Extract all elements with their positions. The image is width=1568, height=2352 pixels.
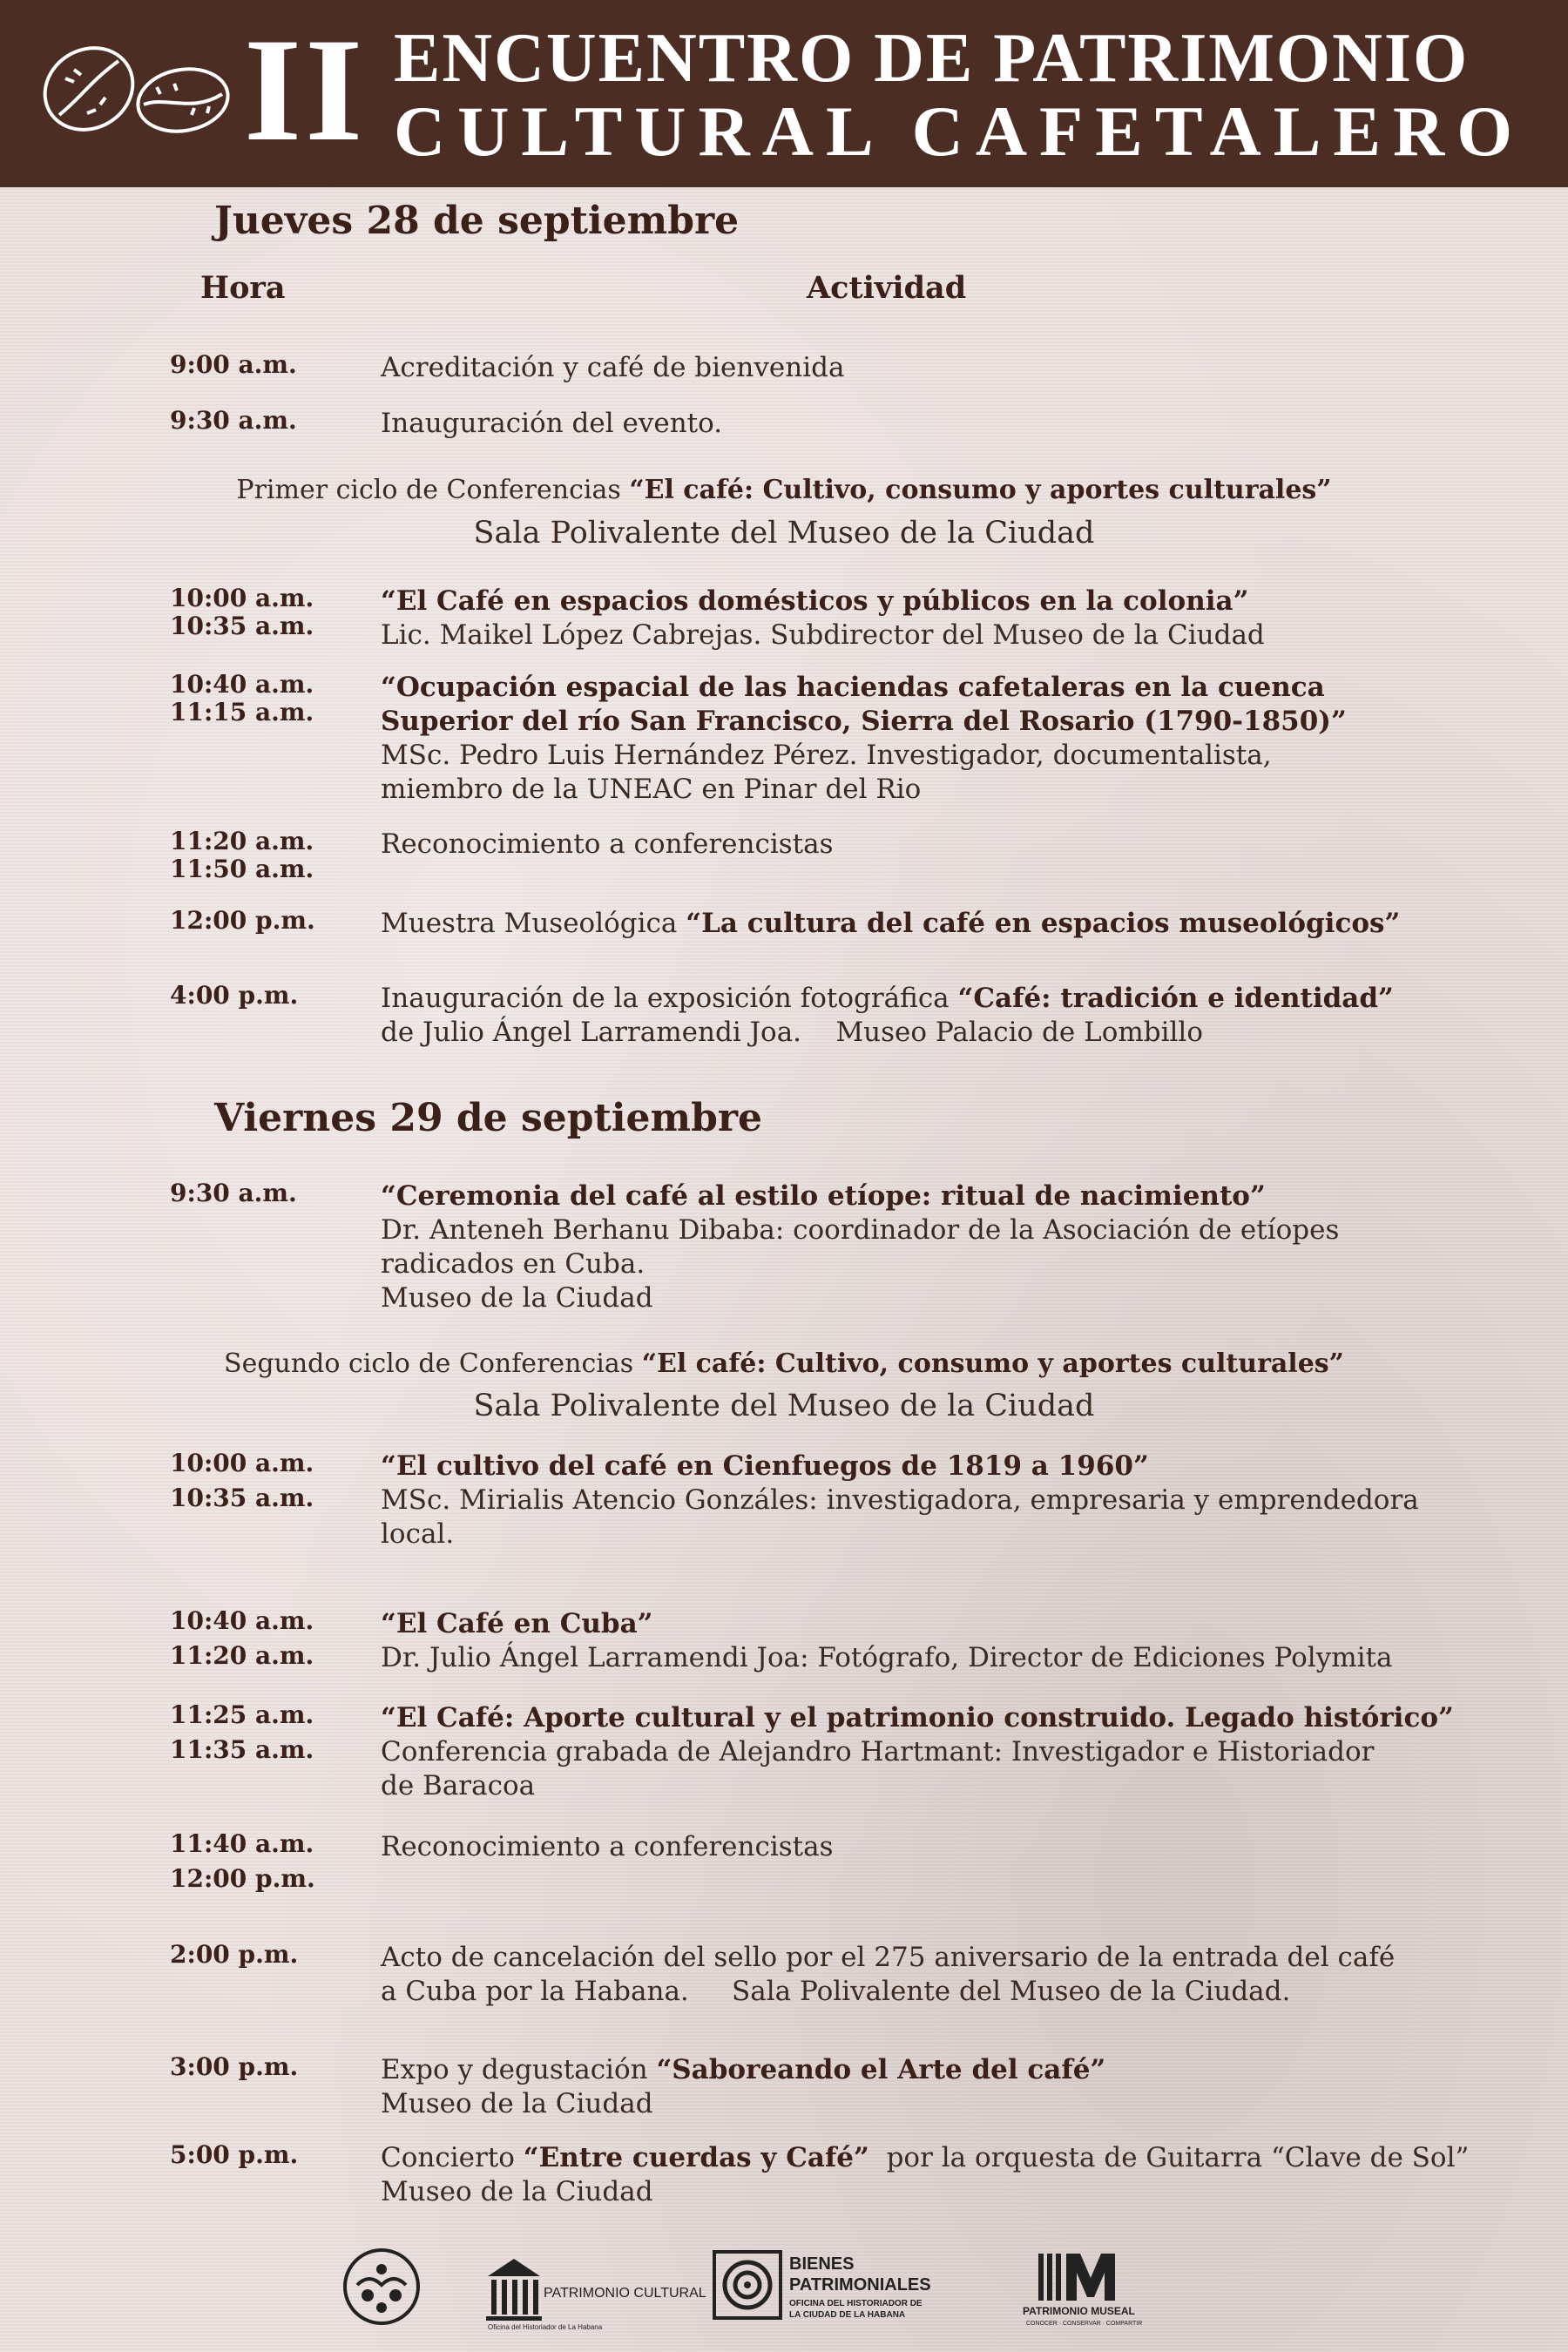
start-time: 10:00 a.m.	[170, 584, 314, 612]
activity-title: “El Café: Aporte cultural y el patrimonio construido. Legado histórico”	[381, 1702, 1454, 1734]
activity-line	[381, 1641, 1487, 1675]
end-time: 11:20 a.m.	[170, 1641, 314, 1670]
start-time: 9:00 a.m.	[170, 350, 297, 379]
coffee-beans-icon	[35, 35, 231, 144]
header-banner	[0, 0, 1568, 187]
activity-text: Lic. Maikel López Cabrejas. Subdirector del Museo de la Ciudad	[381, 619, 1265, 651]
column-header-activity: Actividad	[807, 270, 967, 306]
title-line-2: CULTURAL CAFETALERO	[394, 91, 1525, 171]
activity-text: Museo de la Ciudad	[381, 1282, 653, 1314]
day1-title: Jueves 28 de septiembre	[214, 199, 740, 243]
entry-activity	[381, 907, 1487, 941]
bienes-subtext-1: OFICINA DEL HISTORIADOR DE	[789, 2299, 923, 2308]
activity-line	[381, 2141, 1487, 2175]
entry-activity	[381, 1701, 1487, 1803]
entry-time	[170, 1607, 370, 1677]
entry-time	[170, 1941, 370, 1976]
activity-text: a Cuba por la Habana. Sala Polivalente del Museo de la Ciudad.	[381, 1976, 1291, 2007]
activity-line	[381, 1484, 1487, 1517]
activity-line	[381, 705, 1487, 739]
activity-line	[381, 407, 1487, 441]
activity-text: Inauguración del evento.	[381, 408, 723, 439]
activity-line	[381, 1213, 1487, 1247]
entry-time	[170, 351, 370, 379]
activity-text: por la orquesta de Guitarra “Clave de Sol”	[868, 2142, 1470, 2173]
entry-activity	[381, 1179, 1487, 1315]
entry-time	[170, 907, 370, 935]
title-line-1: ENCUENTRO DE PATRIMONIO	[394, 20, 1470, 97]
activity-text: MSc. Mirialis Atencio Gonzáles: investigadora, empresaria y emprendedora	[381, 1484, 1419, 1516]
activity-text: Reconocimiento a conferencistas	[381, 1831, 834, 1862]
activity-line	[381, 1281, 1487, 1315]
activity-line	[381, 1735, 1487, 1769]
day2-cycle-title: Segundo ciclo de Conferencias “El café: Cultivo, consumo y aportes culturales”	[224, 1348, 1344, 1379]
start-time: 11:40 a.m.	[170, 1829, 314, 1858]
patrimonio-cultural-subtext: Oficina del Historiador de La Habana	[488, 2323, 603, 2331]
patrimonio-cultural-logo	[479, 2243, 706, 2331]
entry-activity	[381, 351, 1487, 385]
activity-text: MSc. Pedro Luis Hernández Pérez. Investigador, documentalista,	[381, 740, 1272, 771]
end-time: 10:35 a.m.	[170, 612, 314, 640]
activity-line	[381, 828, 1487, 862]
bienes-subtext-2: LA CIUDAD DE LA HABANA	[789, 2310, 906, 2320]
entry-activity	[381, 828, 1487, 862]
activity-line	[381, 1769, 1487, 1803]
activity-line	[381, 1517, 1487, 1551]
entry-time	[170, 1450, 370, 1519]
entry-time	[170, 828, 370, 883]
activity-title: “Ocupación espacial de las haciendas cafetaleras en la cuenca	[381, 672, 1325, 703]
entry-activity	[381, 982, 1487, 1050]
entry-activity	[381, 671, 1487, 807]
activity-text: Dr. Julio Ángel Larramendi Joa: Fotógrafo, Director de Ediciones Polymita	[381, 1642, 1393, 1673]
sponsor-logos	[0, 2243, 1568, 2339]
activity-line	[381, 618, 1487, 652]
start-time: 10:40 a.m.	[170, 670, 314, 699]
end-time: 12:00 p.m.	[170, 1864, 315, 1893]
day2-title: Viernes 29 de septiembre	[214, 1096, 763, 1140]
activity-text: Concierto	[381, 2142, 524, 2173]
activity-text: radicados en Cuba.	[381, 1248, 645, 1280]
activity-line	[381, 1975, 1487, 2009]
activity-text: Museo de la Ciudad	[381, 2176, 653, 2207]
activity-title: “Entre cuerdas y Café”	[523, 2142, 869, 2173]
end-time: 11:15 a.m.	[170, 698, 314, 727]
activity-text: Acreditación y café de bienvenida	[381, 352, 845, 383]
activity-text: Acto de cancelación del sello por el 275 aniversario de la entrada del café	[381, 1942, 1396, 1973]
entry-time	[170, 2053, 370, 2088]
activity-title: “El Café en espacios domésticos y públicos en la colonia”	[381, 585, 1249, 617]
activity-text: Inauguración de la exposición fotográfica	[381, 983, 958, 1014]
start-time: 11:20 a.m.	[170, 827, 314, 855]
entry-time	[170, 1179, 370, 1207]
activity-line	[381, 585, 1487, 618]
patrimoniales-text: PATRIMONIALES	[789, 2275, 931, 2295]
activity-title: “Café: tradición e identidad”	[957, 983, 1394, 1014]
activity-text: Conferencia grabada de Alejandro Hartmant: Investigador e Historiador	[381, 1736, 1375, 1767]
entry-time	[170, 407, 370, 435]
day1-cycle-hall: Sala Polivalente del Museo de la Ciudad	[473, 516, 1095, 551]
activity-line	[381, 671, 1487, 705]
activity-line	[381, 1701, 1487, 1735]
activity-text: Expo y degustación	[381, 2054, 657, 2085]
activity-line	[381, 2087, 1487, 2121]
entry-time	[170, 585, 370, 640]
entry-activity	[381, 1830, 1487, 1864]
activity-text: local.	[381, 1518, 455, 1550]
activity-title: “La cultura del café en espacios museológicos”	[686, 908, 1401, 939]
entry-activity	[381, 1941, 1487, 2009]
activity-text: de Julio Ángel Larramendi Joa. Museo Palacio de Lombillo	[381, 1017, 1204, 1048]
start-time: 5:00 p.m.	[170, 2140, 299, 2169]
start-time: 11:25 a.m.	[170, 1700, 314, 1729]
activity-line	[381, 2175, 1487, 2209]
column-header-time: Hora	[200, 270, 286, 306]
end-time: 10:35 a.m.	[170, 1484, 314, 1512]
day1-cycle-title: Primer ciclo de Conferencias “El café: Cultivo, consumo y aportes culturales”	[236, 475, 1332, 505]
activity-line	[381, 1016, 1487, 1050]
activity-line	[381, 1941, 1487, 1975]
entry-time	[170, 982, 370, 1010]
activity-line	[381, 351, 1487, 385]
entry-time	[170, 2141, 370, 2176]
start-time: 10:00 a.m.	[170, 1449, 314, 1477]
entry-activity	[381, 585, 1487, 652]
activity-text: Reconocimiento a conferencistas	[381, 828, 834, 860]
activity-line	[381, 739, 1487, 773]
entry-time	[170, 1830, 370, 1900]
activity-text: Dr. Anteneh Berhanu Dibaba: coordinador de la Asociación de etíopes	[381, 1214, 1340, 1246]
entry-activity	[381, 1607, 1487, 1675]
patrimonio-museal-logo	[1017, 2243, 1143, 2330]
activity-title: “El Café en Cuba”	[381, 1608, 653, 1639]
activity-line	[381, 1607, 1487, 1641]
end-time: 11:35 a.m.	[170, 1735, 314, 1764]
entry-time	[170, 1701, 370, 1771]
entry-activity	[381, 2053, 1487, 2121]
activity-text: miembro de la UNEAC en Pinar del Rio	[381, 774, 922, 805]
start-time: 9:30 a.m.	[170, 1179, 297, 1207]
entry-activity	[381, 1450, 1487, 1551]
activity-text: Muestra Museológica	[381, 908, 686, 939]
activity-line	[381, 773, 1487, 807]
dove-emblem-logo	[338, 2243, 425, 2330]
edition-number: II	[244, 8, 367, 172]
day2-cycle-hall: Sala Polivalente del Museo de la Ciudad	[473, 1389, 1095, 1423]
start-time: 9:30 a.m.	[170, 406, 297, 435]
end-time: 11:50 a.m.	[170, 855, 314, 883]
activity-line	[381, 907, 1487, 941]
bienes-patrimoniales-logo	[711, 2243, 955, 2330]
start-time: 2:00 p.m.	[170, 1940, 299, 1969]
start-time: 3:00 p.m.	[170, 2052, 299, 2081]
bienes-text: BIENES	[789, 2254, 855, 2274]
start-time: 10:40 a.m.	[170, 1606, 314, 1635]
activity-title: “El cultivo del café en Cienfuegos de 1819 a 1960”	[381, 1450, 1149, 1482]
activity-line	[381, 1830, 1487, 1864]
museal-text: PATRIMONIO MUSEAL	[1023, 2305, 1135, 2317]
activity-line	[381, 2053, 1487, 2087]
start-time: 12:00 p.m.	[170, 906, 315, 935]
patrimonio-cultural-text: PATRIMONIO CULTURAL	[544, 2286, 706, 2301]
museal-subtext: CONOCER · CONSERVAR · COMPARTIR	[1026, 2321, 1143, 2327]
entry-activity	[381, 407, 1487, 441]
entry-activity	[381, 2141, 1487, 2209]
activity-text: de Baracoa	[381, 1770, 536, 1801]
activity-title: “Ceremonia del café al estilo etíope: ritual de nacimiento”	[381, 1180, 1266, 1212]
activity-text: Museo de la Ciudad	[381, 2088, 653, 2119]
activity-line	[381, 1247, 1487, 1281]
activity-title: “Saboreando el Arte del café”	[656, 2054, 1106, 2085]
activity-title: Superior del río San Francisco, Sierra del Rosario (1790-1850)”	[381, 706, 1347, 737]
activity-line	[381, 1179, 1487, 1213]
start-time: 4:00 p.m.	[170, 981, 299, 1010]
activity-line	[381, 982, 1487, 1016]
entry-time	[170, 671, 370, 727]
activity-line	[381, 1450, 1487, 1484]
